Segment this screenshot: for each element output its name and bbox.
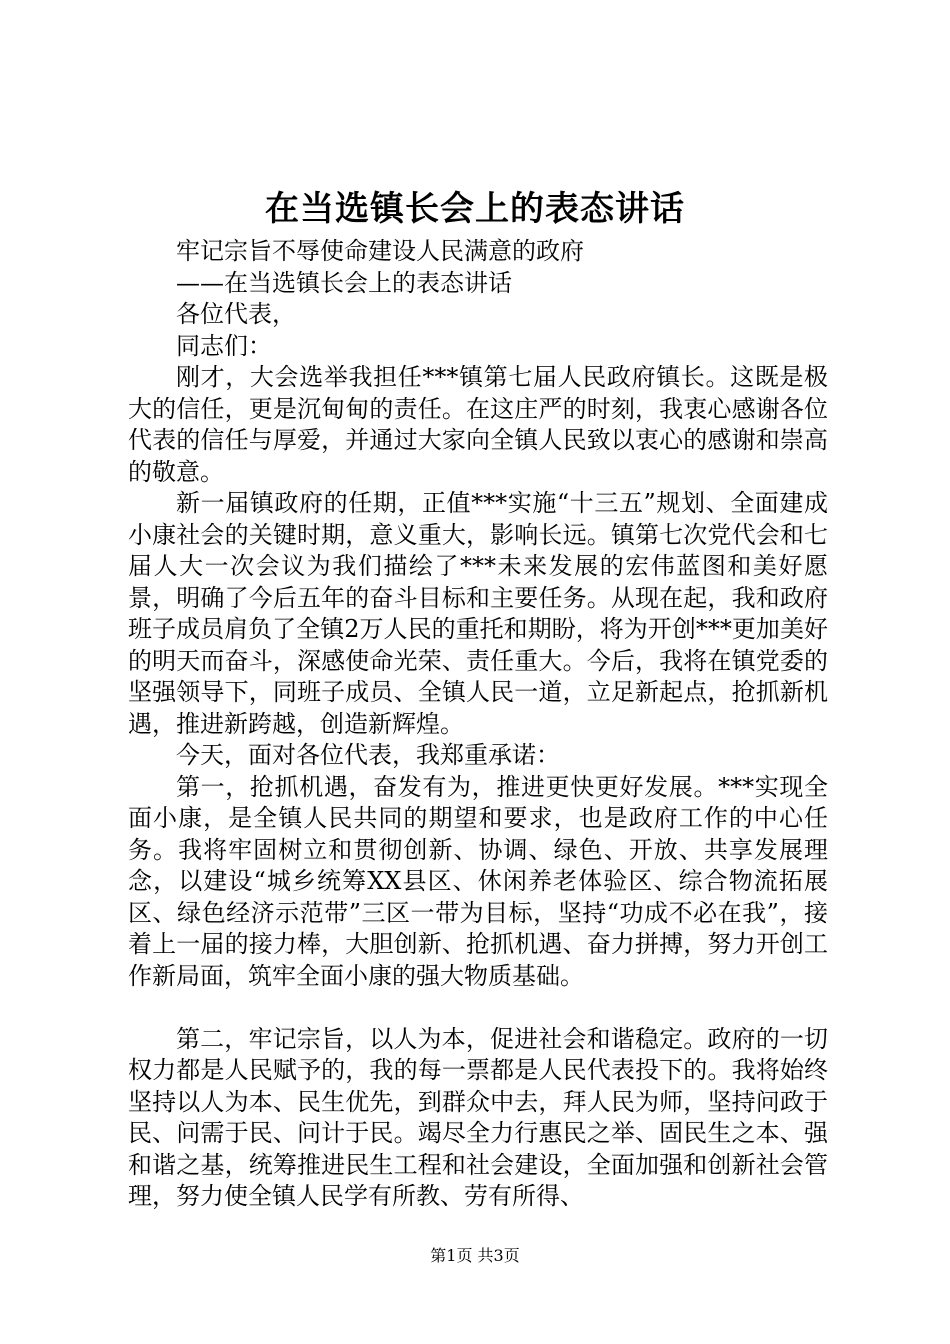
salutation-representatives: 各位代表， xyxy=(176,300,296,328)
subtitle-secondary: ——在当选镇长会上的表态讲话 xyxy=(176,268,512,297)
page-number-footer: 第1页 共3页 xyxy=(430,1246,520,1265)
paragraph-promise-intro: 今天，面对各位代表，我郑重承诺： xyxy=(176,741,560,769)
paragraph-promise-first: 第一，抢抓机遇，奋发有为，推进更快更好发展。***实现全面小康，是全镇人民共同的期望和要求，也是政府工作的中心任务。我将牢固树立和贯彻创新、协调、绿色、开放、共享发展理念，以建设“城乡统筹XX县区、休闲养老体验区、综合物流拓展区、绿色经济示范带”三区一带为目标，坚持“功成不必在我”，接着上一届的接力棒，大胆创新、抢抓机遇、奋力拼搏，努力开创工作新局面，筑牢全面小康的强大物质基础。 xyxy=(128,772,828,990)
paragraph-promise-second: 第二，牢记宗旨，以人为本，促进社会和谐稳定。政府的一切权力都是人民赋予的，我的每一票都是人民代表投下的。我将始终坚持以人为本、民生优先，到群众中去，拜人民为师，坚持问政于民、问需于民、问计于民。竭尽全力行惠民之举、固民生之本、强和谐之基，统筹推进民生工程和社会建设，全面加强和创新社会管理，努力使全镇人民学有所教、劳有所得、 xyxy=(128,1024,828,1210)
document-body xyxy=(128,236,828,1213)
salutation-comrades: 同志们： xyxy=(176,331,272,360)
subtitle: 牢记宗旨不辱使命建设人民满意的政府 xyxy=(176,237,584,265)
paragraph-new-term: 新一届镇政府的任期，正值***实施“十三五”规划、全面建成小康社会的关键时期，意义重大，影响长远。镇第七次党代会和七届人大一次会议为我们描绘了***未来发展的宏伟蓝图和美好愿景，明确了今后五年的奋斗目标和主要任务。从现在起，我和政府班子成员肩负了全镇2万人民的重托和期盼，将为开创***更加美好的明天而奋斗，深感使命光荣、责任重大。今后，我将在镇党委的坚强领导下，同班子成员、全镇人民一道，立足新起点，抢抓新机遇，推进新跨越，创造新辉煌。 xyxy=(128,489,828,738)
paragraph-election-thanks: 刚才，大会选举我担任***镇第七届人民政府镇长。这既是极大的信任，更是沉甸甸的责任。在这庄严的时刻，我衷心感谢各位代表的信任与厚爱，并通过大家向全镇人民致以衷心的感谢和崇高的敬意。 xyxy=(128,363,828,486)
document-title: 在当选镇长会上的表态讲话 xyxy=(265,189,685,229)
paragraph-spacer xyxy=(128,992,828,1024)
